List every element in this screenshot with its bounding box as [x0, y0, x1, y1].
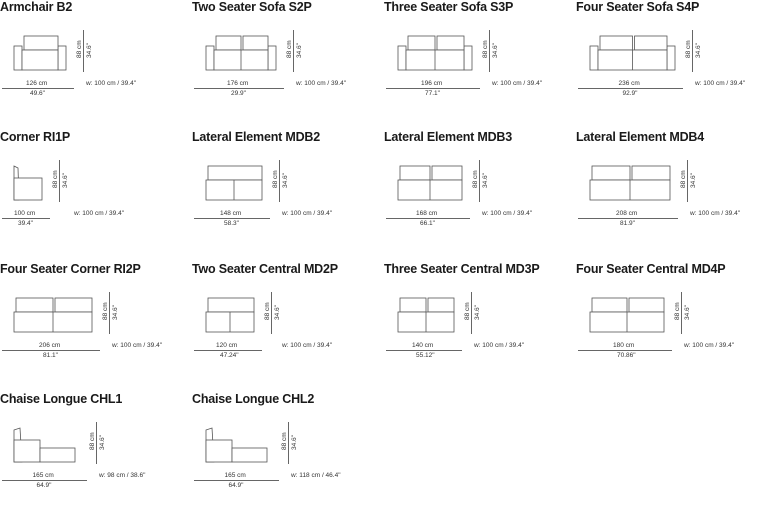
depth-label: w: 100 cm / 39.4" — [282, 210, 332, 217]
depth-label: w: 118 cm / 46.4" — [291, 472, 341, 479]
height-cm-label: 88 cm — [685, 40, 692, 58]
depth-label: w: 100 cm / 39.4" — [474, 342, 524, 349]
height-cm-label: 88 cm — [281, 432, 288, 450]
product-title: Two Seater Sofa S2P — [192, 0, 312, 14]
product-title: Three Seater Central MD3P — [384, 262, 540, 276]
width-cm-label: 126 cm — [26, 80, 48, 87]
product-title: Corner RI1P — [0, 130, 71, 144]
height-cm-label: 88 cm — [680, 170, 687, 188]
width-inch-label: 64.9" — [228, 482, 244, 489]
height-dimension-line — [288, 422, 289, 464]
product-card — [0, 392, 190, 512]
width-inch-label: 39.4" — [18, 220, 33, 227]
product-card — [384, 0, 574, 120]
width-dimension-line — [2, 88, 74, 89]
product-title: Lateral Element MDB2 — [192, 130, 320, 144]
height-inch-label: 34.6" — [282, 173, 289, 188]
height-cm-label: 88 cm — [264, 302, 271, 320]
width-dimension-line — [194, 88, 284, 89]
height-dimension-line — [471, 292, 472, 334]
height-cm-label: 88 cm — [482, 40, 489, 58]
product-card — [384, 262, 574, 382]
width-cm-label: 165 cm — [224, 472, 246, 479]
sofa-drawing-icon — [204, 422, 273, 468]
height-cm-label: 88 cm — [286, 40, 293, 58]
product-title: Lateral Element MDB4 — [576, 130, 704, 144]
sofa-drawing-icon — [12, 160, 44, 206]
sofa-drawing-icon — [588, 160, 672, 206]
height-dimension-line — [96, 422, 97, 464]
product-card — [0, 130, 190, 250]
sofa-drawing-icon — [204, 292, 256, 338]
width-dimension-line — [2, 350, 100, 351]
height-inch-label: 34.6" — [690, 173, 697, 188]
height-cm-label: 88 cm — [89, 432, 96, 450]
width-cm-label: 120 cm — [216, 342, 238, 349]
product-card — [192, 0, 382, 120]
width-dimension-line — [194, 480, 279, 481]
width-inch-label: 47.24" — [220, 352, 239, 359]
width-inch-label: 49.6" — [30, 90, 45, 97]
height-inch-label: 34.6" — [474, 305, 481, 320]
product-title: Chaise Longue CHL1 — [0, 392, 123, 406]
sofa-drawing-icon — [588, 30, 677, 76]
depth-label: w: 100 cm / 39.4" — [282, 342, 332, 349]
width-inch-label: 81.9" — [620, 220, 635, 227]
product-title: Three Seater Sofa S3P — [384, 0, 514, 14]
product-title: Four Seater Corner RI2P — [0, 262, 141, 276]
sofa-drawing-icon — [588, 292, 666, 338]
height-dimension-line — [293, 30, 294, 72]
product-title: Lateral Element MDB3 — [384, 130, 512, 144]
height-inch-label: 34.6" — [62, 173, 69, 188]
width-inch-label: 58.3" — [224, 220, 239, 227]
height-cm-label: 88 cm — [674, 302, 681, 320]
product-card — [576, 130, 766, 250]
height-cm-label: 88 cm — [76, 40, 83, 58]
sofa-drawing-icon — [204, 160, 264, 206]
depth-label: w: 100 cm / 39.4" — [296, 80, 346, 87]
height-inch-label: 34.6" — [291, 435, 298, 450]
sofa-drawing-icon — [12, 30, 68, 76]
width-dimension-line — [194, 350, 262, 351]
depth-label: w: 100 cm / 39.4" — [690, 210, 740, 217]
height-inch-label: 34.6" — [86, 43, 93, 58]
height-dimension-line — [83, 30, 84, 72]
height-dimension-line — [692, 30, 693, 72]
product-card — [576, 0, 766, 120]
product-title: Two Seater Central MD2P — [192, 262, 338, 276]
height-inch-label: 34.6" — [695, 43, 702, 58]
sofa-drawing-icon — [204, 30, 278, 76]
sofa-drawing-icon — [396, 292, 456, 338]
width-inch-label: 29.9" — [231, 90, 246, 97]
width-cm-label: 165 cm — [32, 472, 54, 479]
width-cm-label: 196 cm — [421, 80, 443, 87]
height-inch-label: 34.6" — [274, 305, 281, 320]
depth-label: w: 98 cm / 38.6" — [99, 472, 146, 479]
product-card — [192, 130, 382, 250]
width-dimension-line — [578, 218, 678, 219]
product-card — [0, 262, 190, 382]
width-inch-label: 77.1" — [425, 90, 440, 97]
product-title: Four Seater Sofa S4P — [576, 0, 700, 14]
sofa-drawing-icon — [12, 292, 94, 338]
width-dimension-line — [578, 88, 683, 89]
height-inch-label: 34.6" — [296, 43, 303, 58]
width-inch-label: 64.9" — [36, 482, 52, 489]
height-inch-label: 34.6" — [684, 305, 691, 320]
height-cm-label: 88 cm — [272, 170, 279, 188]
height-dimension-line — [59, 160, 60, 202]
sofa-drawing-icon — [396, 160, 464, 206]
height-cm-label: 88 cm — [472, 170, 479, 188]
product-card — [0, 0, 190, 120]
width-cm-label: 206 cm — [39, 342, 61, 349]
depth-label: w: 100 cm / 39.4" — [112, 342, 162, 349]
width-dimension-line — [386, 350, 462, 351]
width-cm-label: 176 cm — [227, 80, 249, 87]
width-inch-label: 66.1" — [420, 220, 435, 227]
height-cm-label: 88 cm — [464, 302, 471, 320]
height-dimension-line — [681, 292, 682, 334]
height-dimension-line — [279, 160, 280, 202]
product-card — [192, 392, 382, 512]
height-inch-label: 34.6" — [492, 43, 499, 58]
width-cm-label: 140 cm — [412, 342, 434, 349]
height-cm-label: 88 cm — [52, 170, 59, 188]
height-inch-label: 34.6" — [482, 173, 489, 188]
depth-label: w: 100 cm / 39.4" — [482, 210, 532, 217]
width-cm-label: 148 cm — [220, 210, 242, 217]
height-dimension-line — [489, 30, 490, 72]
product-card — [192, 262, 382, 382]
height-dimension-line — [109, 292, 110, 334]
height-cm-label: 88 cm — [102, 302, 109, 320]
height-inch-label: 34.6" — [112, 305, 119, 320]
product-card — [576, 262, 766, 382]
width-dimension-line — [578, 350, 672, 351]
width-inch-label: 81.1" — [43, 352, 58, 359]
width-dimension-line — [386, 218, 470, 219]
sofa-drawing-icon — [12, 422, 81, 468]
height-dimension-line — [271, 292, 272, 334]
height-inch-label: 34.6" — [99, 435, 106, 450]
width-cm-label: 208 cm — [616, 210, 638, 217]
sofa-drawing-icon — [396, 30, 474, 76]
product-title: Armchair B2 — [0, 0, 73, 14]
product-title: Chaise Longue CHL2 — [192, 392, 315, 406]
depth-label: w: 100 cm / 39.4" — [86, 80, 136, 87]
width-dimension-line — [2, 480, 87, 481]
product-card — [384, 130, 574, 250]
width-inch-label: 92.9" — [622, 90, 638, 97]
width-inch-label: 70.86" — [617, 352, 636, 359]
depth-label: w: 100 cm / 39.4" — [684, 342, 734, 349]
width-inch-label: 55.12" — [416, 352, 435, 359]
width-dimension-line — [194, 218, 270, 219]
depth-label: w: 100 cm / 39.4" — [492, 80, 542, 87]
width-cm-label: 236 cm — [618, 80, 640, 87]
product-title: Four Seater Central MD4P — [576, 262, 726, 276]
depth-label: w: 100 cm / 39.4" — [74, 210, 124, 217]
width-cm-label: 168 cm — [416, 210, 438, 217]
width-dimension-line — [386, 88, 480, 89]
width-dimension-line — [2, 218, 50, 219]
width-cm-label: 100 cm — [14, 210, 36, 217]
depth-label: w: 100 cm / 39.4" — [695, 80, 745, 87]
width-cm-label: 180 cm — [613, 342, 635, 349]
height-dimension-line — [479, 160, 480, 202]
height-dimension-line — [687, 160, 688, 202]
